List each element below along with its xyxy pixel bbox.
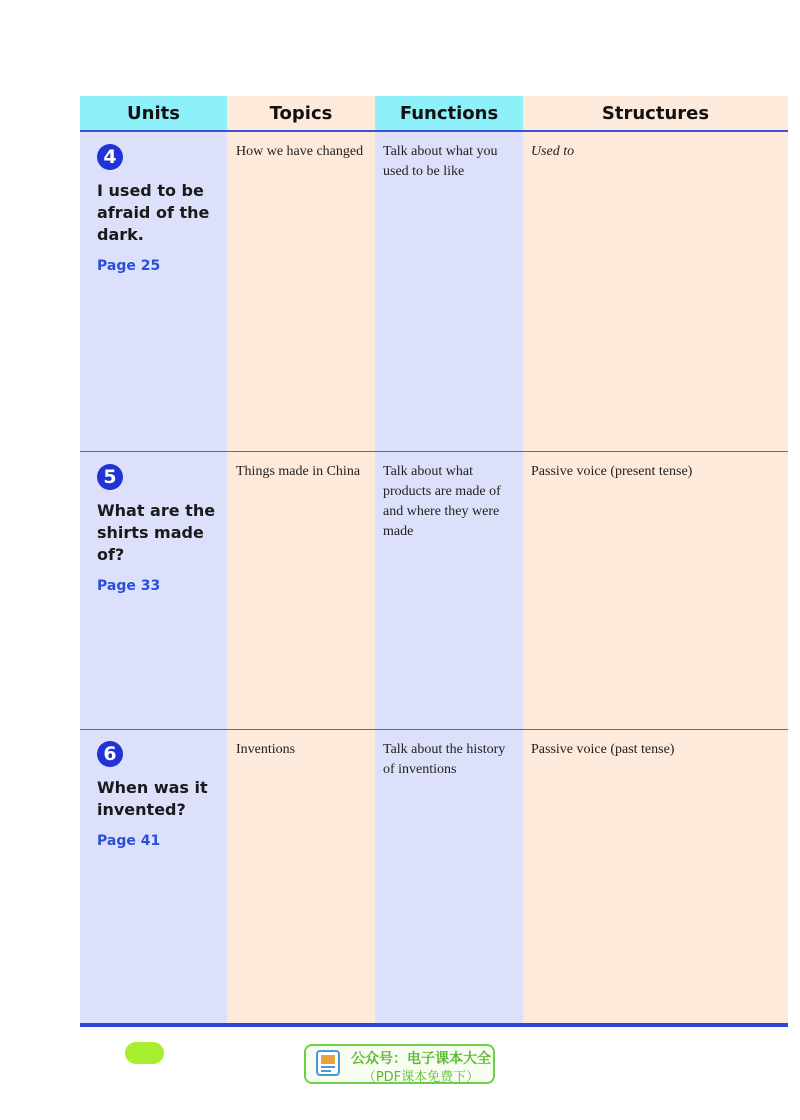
row-divider <box>80 729 788 730</box>
topic-text: Things made in China <box>236 464 361 479</box>
watermark-line2: （PDF课本免费下） <box>362 1070 480 1085</box>
row-divider <box>80 451 788 452</box>
topic-text: How we have changed <box>236 144 364 159</box>
unit-4-cell <box>97 144 222 274</box>
unit-number-badge: 4 <box>97 144 123 170</box>
unit-5-cell <box>97 464 222 594</box>
unit-title: When was it invented? <box>97 778 208 819</box>
function-text: Talk about the history of inventions <box>383 742 506 777</box>
topics-column <box>227 96 375 1023</box>
watermark-line1: 公众号：电子课本大全 <box>351 1051 491 1067</box>
unit-number-badge: 6 <box>97 741 123 767</box>
topic-text: Inventions <box>236 742 296 757</box>
header-structures: Structures <box>523 96 788 130</box>
header-topics: Topics <box>227 96 375 130</box>
watermark-badge <box>304 1044 495 1084</box>
function-text: Talk about what products are made of and where they were made <box>383 464 501 539</box>
header-functions: Functions <box>375 96 523 130</box>
unit-title: I used to be afraid of the dark. <box>97 181 210 244</box>
structures-column <box>523 96 788 1023</box>
structure-text: Passive voice (past tense) <box>531 742 675 757</box>
book-icon <box>314 1049 342 1079</box>
table-bottom-rule <box>80 1023 788 1027</box>
structure-text: Passive voice (present tense) <box>531 464 693 479</box>
function-text: Talk about what you used to be like <box>383 144 498 179</box>
syllabus-table <box>80 96 788 1023</box>
unit-page-link[interactable]: Page 41 <box>97 833 161 849</box>
header-units: Units <box>80 96 227 130</box>
unit-page-link[interactable]: Page 25 <box>97 258 161 274</box>
structure-text: Used to <box>531 144 575 159</box>
page-number-marker <box>125 1042 164 1064</box>
unit-6-cell <box>97 741 222 849</box>
functions-column <box>375 96 523 1023</box>
unit-title: What are the shirts made of? <box>97 501 216 564</box>
header-divider <box>80 130 788 132</box>
unit-number-badge: 5 <box>97 464 123 490</box>
unit-page-link[interactable]: Page 33 <box>97 578 161 594</box>
